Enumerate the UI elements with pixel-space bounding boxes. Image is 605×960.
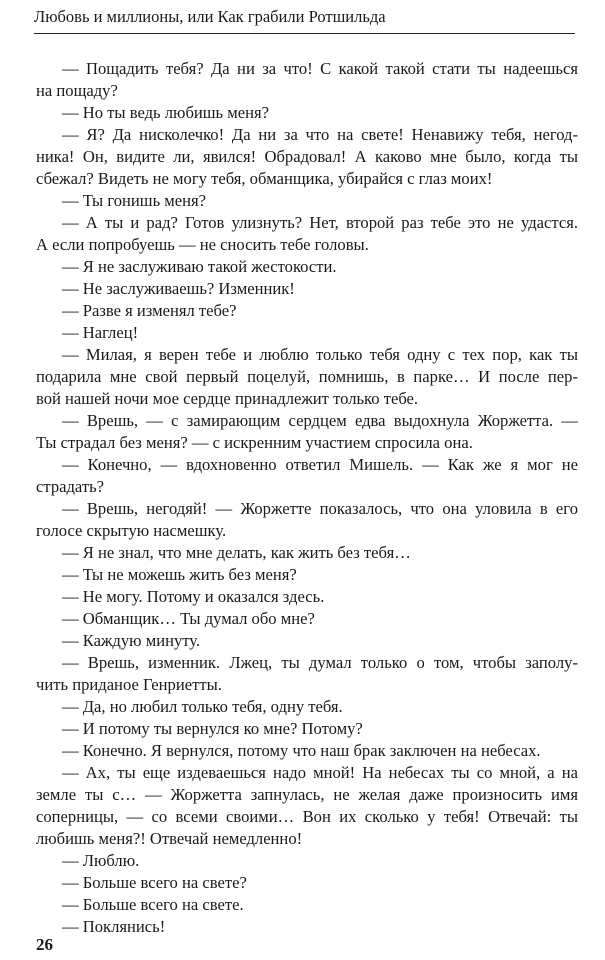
text-line: — Конечно. Я вернулся, потому что наш брак заключен на небесах. [62, 741, 541, 760]
text-line: — Да, но любил только тебя, одну тебя. [62, 697, 343, 716]
text-line: А если попробуешь — не сносить тебе головы. [36, 235, 369, 254]
text-line: — Каждую минуту. [62, 631, 201, 650]
text-line: земле ты с… — Жоржетта запнулась, не желая даже произносить имя [36, 785, 578, 804]
text-line: — Но ты ведь любишь меня? [62, 103, 270, 122]
header-rule [34, 33, 575, 34]
text-line: сбежал? Видеть не могу тебя, обманщика, убирайся с глаз моих! [36, 169, 493, 188]
text-line: — Поклянись! [62, 917, 166, 936]
text-line: голосе скрытую насмешку. [36, 521, 227, 540]
text-line: — Я? Да нисколечко! Да ни за что на свете! Ненавижу тебя, негод- [62, 125, 578, 144]
text-line: — Не могу. Потому и оказался здесь. [62, 587, 325, 606]
text-line: — Врешь, изменник. Лжец, ты думал только о том, чтобы заполу- [62, 653, 578, 672]
text-line: — А ты и рад? Готов улизнуть? Нет, второй раз тебе это не удастся. [62, 213, 578, 232]
text-line: — И потому ты вернулся ко мне? Потому? [62, 719, 363, 738]
text-line: — Люблю. [62, 851, 140, 870]
text-line: — Конечно, — вдохновенно ответил Мишель. — Как же я мог не [62, 455, 578, 474]
text-line: — Ах, ты еще издеваешься надо мной! На небесах ты со мной, а на [62, 763, 578, 782]
text-line: — Врешь, — с замирающим сердцем едва выдохнула Жоржетта. — [62, 411, 578, 430]
text-line: — Я не заслуживаю такой жестокости. [62, 257, 337, 276]
text-line: — Обманщик… Ты думал обо мне? [62, 609, 315, 628]
text-line: — Ты гонишь меня? [62, 191, 207, 210]
text-line: — Ты не можешь жить без меня? [62, 565, 297, 584]
text-line: соперницы, — со всеми своими… Вон их сколько у тебя! Отвечай: ты [36, 807, 578, 826]
text-line: — Не заслуживаешь? Изменник! [62, 279, 295, 298]
text-line: вой нашей ночи мое сердце принадлежит только тебе. [36, 389, 419, 408]
text-line: Ты страдал без меня? — с искренним участием спросила она. [36, 433, 473, 452]
text-line: подарила мне свой первый поцелуй, помнишь, в парке… И после пер- [36, 367, 578, 386]
text-line: — Больше всего на свете. [62, 895, 244, 914]
text-line: — Наглец! [62, 323, 139, 342]
text-line: — Врешь, негодяй! — Жоржетте показалось, что она уловила в его [62, 499, 578, 518]
body-text [36, 58, 578, 938]
text-line: — Больше всего на свете? [62, 873, 247, 892]
page-number: 26 [36, 935, 53, 954]
text-line: ника! Он, видите ли, явился! Обрадовал! А каково мне было, когда ты [36, 147, 578, 166]
text-line: любишь меня?! Отвечай немедленно! [36, 829, 303, 848]
text-line: — Пощадить тебя? Да ни за что! С какой такой стати ты надеешься [62, 59, 578, 78]
text-line: — Я не знал, что мне делать, как жить без тебя… [62, 543, 411, 562]
running-head: Любовь и миллионы, или Как грабили Ротшильда [34, 7, 386, 26]
text-line: чить приданое Генриетты. [36, 675, 222, 694]
text-line: — Разве я изменял тебе? [62, 301, 237, 320]
text-line: — Милая, я верен тебе и люблю только тебя одну с тех пор, как ты [62, 345, 578, 364]
text-line: на пощаду? [36, 81, 118, 100]
text-line: страдать? [36, 477, 105, 496]
